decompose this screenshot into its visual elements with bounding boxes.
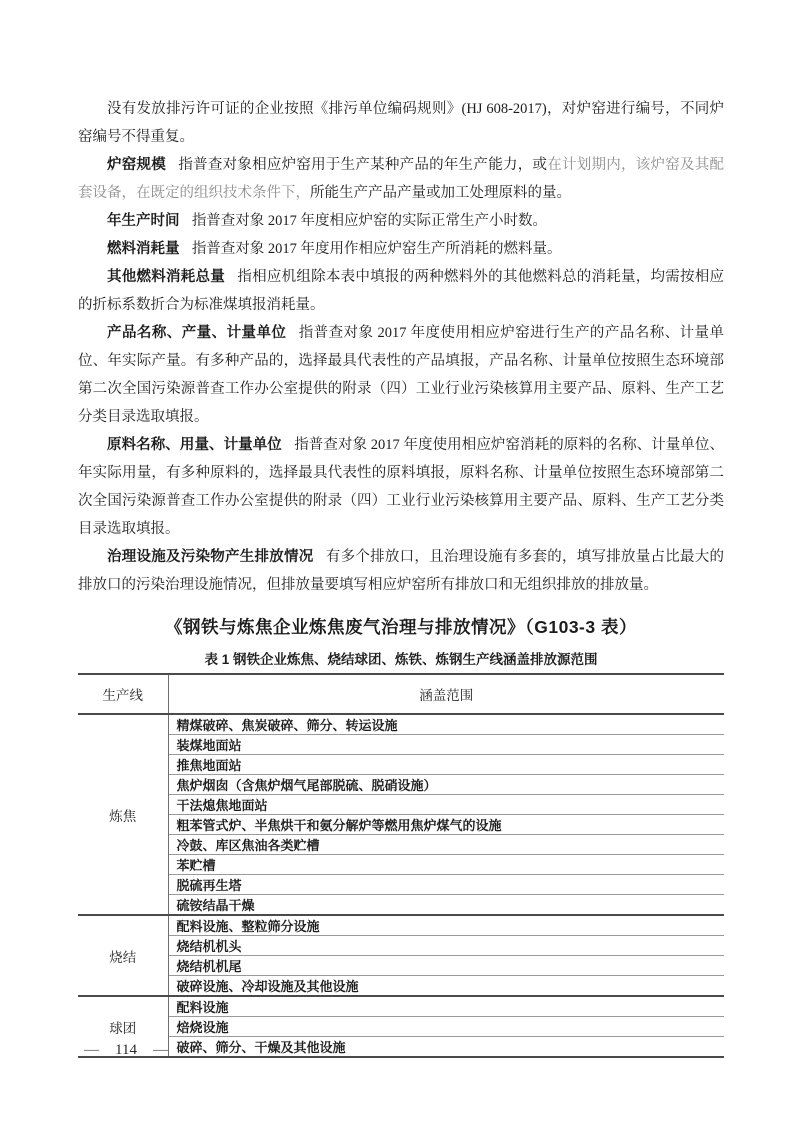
definition-term: 原料名称、用量、计量单位 (107, 437, 282, 453)
table-row (78, 714, 724, 735)
table-row (78, 835, 724, 855)
definition-term: 年生产时间 (107, 213, 180, 229)
table-row (78, 815, 724, 835)
page-footer (84, 1042, 168, 1059)
paragraph-raw-material-name-usage-unit (78, 431, 724, 543)
table-cell: 装煤地面站 (168, 735, 724, 755)
paragraph-numbering-rule (78, 95, 724, 151)
table-row (78, 976, 724, 997)
definition-term: 治理设施及污染物产生排放情况 (107, 549, 314, 565)
column-header-production-line: 生产线 (78, 674, 168, 714)
table-row (78, 755, 724, 775)
table-cell: 脱硫再生塔 (168, 875, 724, 895)
definition-term: 炉窑规模 (107, 157, 167, 173)
table-row (78, 996, 724, 1017)
table-cell: 破碎设施、冷却设施及其他设施 (168, 976, 724, 997)
group-cell-pelletizing: 球团 (78, 996, 168, 1057)
table-caption: 表 1 钢铁企业炼焦、烧结球团、炼铁、炼钢生产线涵盖排放源范围 (204, 652, 598, 667)
table-cell: 焦炉烟囱（含焦炉烟气尾部脱硫、脱硝设施） (168, 775, 724, 795)
paragraph-text: 指普查对象 2017 年度相应炉窑的实际正常生产小时数。 (191, 213, 548, 229)
table-row (78, 855, 724, 875)
table-row (78, 775, 724, 795)
table-cell: 烧结机机尾 (168, 956, 724, 976)
paragraph-text: 没有发放排污许可证的企业按照《排污单位编码规则》(HJ 608-2017)，对炉窑进行编号，不同炉窑编号不得重复。 (78, 101, 724, 145)
footer-dash-right: — (152, 1042, 168, 1058)
table-row (78, 795, 724, 815)
table-cell: 配料设施、整粒筛分设施 (168, 915, 724, 936)
table-cell: 推焦地面站 (168, 755, 724, 775)
paragraph-text: 指相应机组除本表中填报的两种燃料外的其他燃料总的消耗量，均需按相应的折标系数折合为标准煤填报消耗量。 (78, 269, 725, 313)
table-cell: 干法熄焦地面站 (168, 795, 724, 815)
paragraph-fuel-consumption (78, 235, 724, 263)
group-cell-coking: 炼焦 (78, 714, 168, 915)
paragraph-annual-production-time (78, 207, 724, 235)
table-row (78, 875, 724, 895)
table-row (78, 895, 724, 916)
table-header-row (78, 674, 724, 714)
table-cell: 烧结机机头 (168, 936, 724, 956)
table-cell: 硫铵结晶干燥 (168, 895, 724, 916)
column-header-coverage-scope: 涵盖范围 (168, 674, 724, 714)
table-cell: 破碎、筛分、干燥及其他设施 (168, 1037, 724, 1058)
emission-source-table (78, 673, 724, 1058)
footer-dash-left: — (84, 1042, 99, 1058)
paragraph-furnace-scale (78, 151, 724, 207)
table-row (78, 936, 724, 956)
table-row (78, 956, 724, 976)
paragraph-product-name-output-unit (78, 319, 724, 431)
table-cell: 粗苯管式炉、半焦烘干和氨分解炉等燃用焦炉煤气的设施 (168, 815, 724, 835)
definition-term: 其他燃料消耗总量 (107, 269, 226, 285)
table-row (78, 1017, 724, 1037)
paragraph-other-fuel-total (78, 263, 724, 319)
definition-term: 燃料消耗量 (107, 241, 180, 257)
paragraph-text: 指普查对象相应炉窑用于生产某种产品的年生产能力，或 (178, 157, 548, 173)
table-row (78, 735, 724, 755)
table-row (78, 1037, 724, 1058)
table-cell: 精煤破碎、焦炭破碎、筛分、转运设施 (168, 714, 724, 735)
definition-term: 产品名称、产量、计量单位 (107, 325, 287, 341)
paragraph-text: 有多个排放口，且治理设施有多套的，填写排放量占比最大的排放口的污染治理设施情况，但排放量要填写相应炉窑所有排放口和无组织排放的排放量。 (78, 549, 725, 593)
paragraph-text: 指普查对象 2017 年度用作相应炉窑生产所消耗的燃料量。 (191, 241, 562, 257)
paragraph-text: 所能生产产品产量或加工处理原料的量。 (310, 185, 571, 201)
paragraph-text: 指普查对象 2017 年度使用相应炉窑消耗的原料的名称、计量单位、年实际用量，有多种原料的，选择最具代表性的原料填报，原料名称、计量单位按照生态环境部第二次全国污染源普查工作办公室提供的附录（四）工业行业污染核算用主要产品、原料、生产工艺分类目录选取填报。 (78, 437, 725, 537)
table-cell: 焙烧设施 (168, 1017, 724, 1037)
group-cell-sintering: 烧结 (78, 915, 168, 996)
document-content (78, 95, 724, 1058)
paragraph-treatment-facility-emission (78, 543, 724, 599)
page-number: 114 (115, 1042, 137, 1058)
section-title: 《钢铁与炼焦企业炼焦废气治理与排放情况》（G103-3 表） (165, 617, 637, 637)
paragraph-text: 指普查对象 2017 年度使用相应炉窑进行生产的产品名称、计量单位、年实际产量。有多种产品的，选择最具代表性的产品填报，产品名称、计量单位按照生态环境部第二次全国污染源普查工作办公室提供的附录（四）工业行业污染核算用主要产品、原料、生产工艺分类目录选取填报。 (78, 325, 725, 425)
table-cell: 苯贮槽 (168, 855, 724, 875)
table-row (78, 915, 724, 936)
table-cell: 冷鼓、库区焦油各类贮槽 (168, 835, 724, 855)
paragraph-text-muted: 在计划期内，该炉窑及其配套设备，在既定的组织技术条件下， (78, 157, 725, 201)
table-cell: 配料设施 (168, 996, 724, 1017)
